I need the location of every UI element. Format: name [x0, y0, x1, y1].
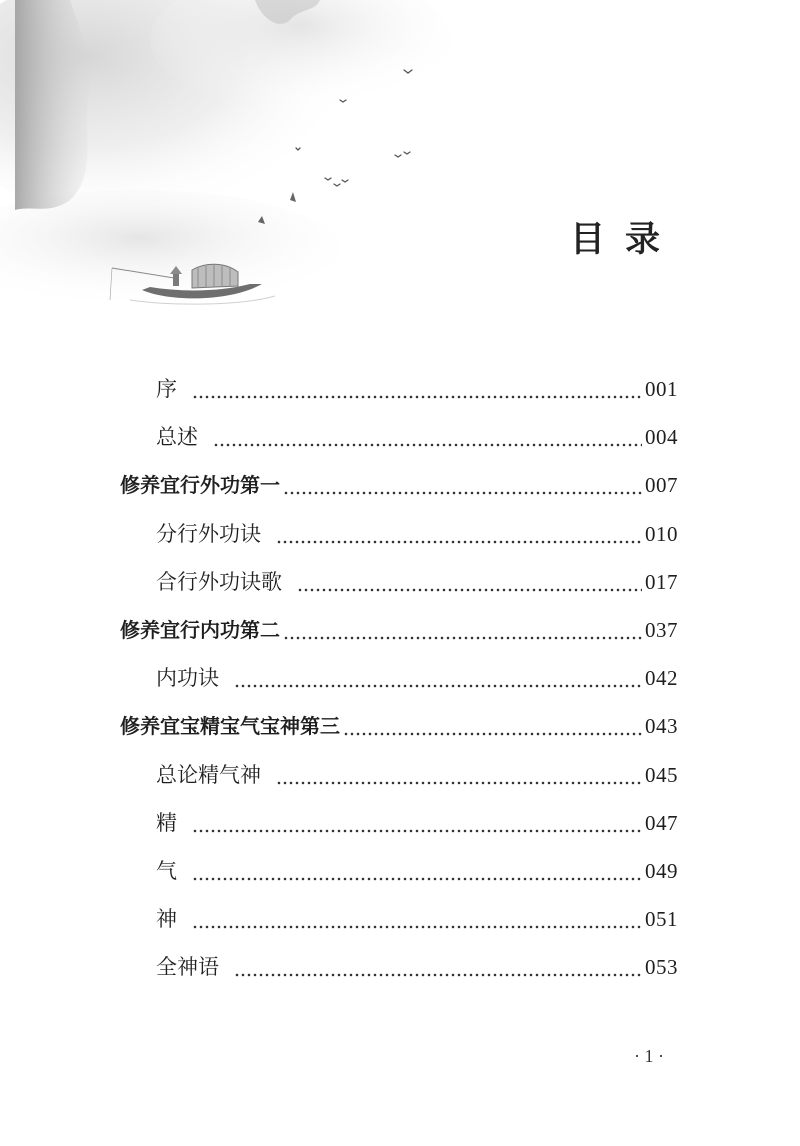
- toc-entry-title: 精: [156, 810, 177, 835]
- toc-entry-page-number: 043: [645, 714, 678, 739]
- dot-leader: [234, 952, 642, 982]
- toc-entry-page-number: 010: [645, 521, 678, 546]
- toc-entry-title: 全神语: [156, 955, 219, 980]
- dot-leader: [276, 760, 642, 790]
- toc-entry-page-number: 004: [645, 425, 678, 450]
- toc-entry[interactable]: [156, 422, 678, 452]
- toc-entry-page-number: 007: [645, 473, 678, 498]
- toc-entry[interactable]: [156, 952, 678, 982]
- toc-entry-title: 合行外功诀歌: [156, 569, 282, 594]
- toc-entry-title: 内功诀: [156, 666, 219, 691]
- toc-entry[interactable]: [156, 760, 678, 790]
- toc-entry-page-number: 037: [645, 618, 678, 642]
- dot-leader: [276, 519, 642, 549]
- toc-chapter-entry[interactable]: [120, 711, 678, 741]
- toc-entry-title: 神: [156, 907, 177, 932]
- toc-entry-title: 修养宜宝精宝气宝神第三: [120, 714, 340, 739]
- toc-entry[interactable]: [156, 374, 678, 404]
- toc-chapter-entry[interactable]: [120, 615, 678, 645]
- toc-entry-page-number: 017: [645, 569, 678, 594]
- dot-leader: [213, 422, 642, 452]
- toc-entry-page-number: 042: [645, 666, 678, 691]
- dot-leader: [192, 374, 642, 404]
- toc-entry-title: 序: [156, 377, 177, 401]
- toc-entry-title: 分行外功诀: [156, 521, 261, 546]
- toc-entry[interactable]: [156, 519, 678, 549]
- toc-entry[interactable]: [156, 567, 678, 597]
- page-number-footer: · 1 ·: [634, 1046, 664, 1066]
- toc-entry-page-number: 051: [645, 907, 678, 932]
- toc-entry-title: 修养宜行外功第一: [120, 473, 280, 498]
- toc-entry-page-number: 047: [645, 810, 678, 835]
- dot-leader: [234, 663, 642, 693]
- toc-entry-title: 总述: [156, 425, 198, 450]
- dot-leader: [192, 856, 642, 886]
- dot-leader: [283, 615, 642, 645]
- toc-entry[interactable]: [156, 904, 678, 934]
- toc-entry-page-number: 049: [645, 859, 678, 883]
- page-title: 目录: [570, 220, 681, 260]
- toc-entry-page-number: 053: [645, 955, 678, 980]
- dot-leader: [192, 808, 642, 838]
- toc-entry[interactable]: [156, 856, 678, 886]
- toc-chapter-entry[interactable]: [120, 470, 678, 500]
- dot-leader: [343, 711, 642, 741]
- toc-entry-page-number: 001: [645, 377, 678, 401]
- dot-leader: [297, 567, 642, 597]
- toc-entry-title: 修养宜行内功第二: [120, 618, 280, 642]
- toc-entry[interactable]: [156, 663, 678, 693]
- toc-entry-title: 总论精气神: [156, 762, 261, 787]
- dot-leader: [192, 904, 642, 934]
- toc-entry[interactable]: [156, 808, 678, 838]
- toc-entry-page-number: 045: [645, 762, 678, 787]
- toc-entry-title: 气: [156, 859, 177, 883]
- dot-leader: [283, 470, 642, 500]
